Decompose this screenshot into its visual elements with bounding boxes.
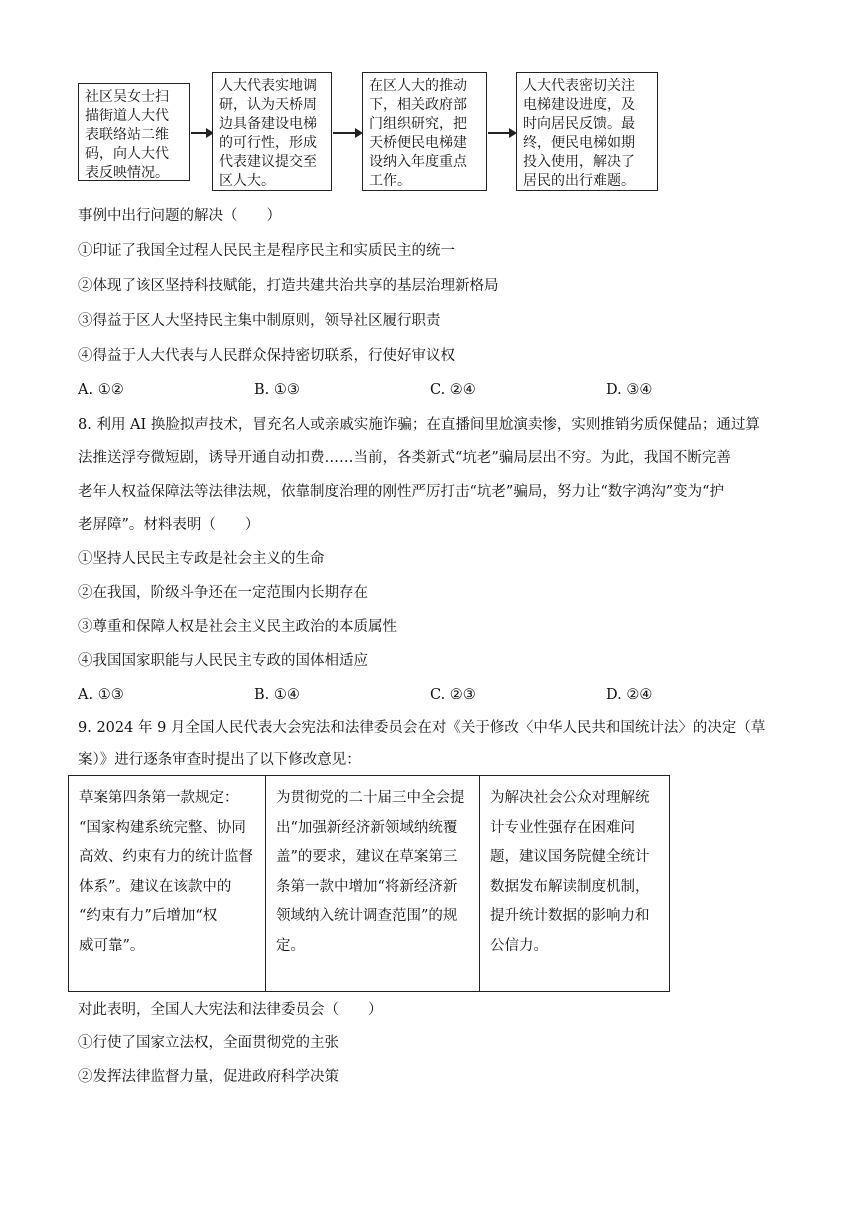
process-flow-diagram bbox=[78, 72, 668, 192]
q7-stem: 事例中出行问题的解决（ ） bbox=[78, 208, 281, 224]
q8-option-a[interactable]: A. ①③ bbox=[78, 687, 124, 703]
q8-item-2: ②在我国，阶级斗争还在一定范围内长期存在 bbox=[78, 585, 368, 601]
q9-item-1: ①行使了国家立法权，全面贯彻党的主张 bbox=[78, 1035, 339, 1051]
q8-option-b[interactable]: B. ①④ bbox=[254, 687, 300, 703]
flow-box-1: 社区吴女士扫 描街道人大代 表联络站二维 码，向人大代 表反映情况。 bbox=[78, 83, 190, 181]
table-row bbox=[69, 776, 670, 992]
q8-stem-line-3: 老年人权益保障法等法律法规，依靠制度治理的刚性严厉打击“坑老”骗局，努力让“数字鸿沟”变为“护 bbox=[78, 484, 725, 500]
q8-item-1: ①坚持人民民主专政是社会主义的生命 bbox=[78, 551, 325, 567]
q7-option-a[interactable]: A. ①② bbox=[78, 382, 124, 398]
flow-arrow-1 bbox=[191, 132, 207, 134]
q7-item-1: ①印证了我国全过程人民民主是程序民主和实质民主的统一 bbox=[78, 243, 455, 259]
table-cell-1: 草案第四条第一款规定： “国家构建系统完整、协同 高效、约束有力的统计监督 体系”。建议在该款中的 “约束有力”后增加“权 威可靠”。 bbox=[69, 776, 266, 992]
q8-stem-line-4: 老屏障”。材料表明（ ） bbox=[78, 517, 260, 533]
revision-opinions-table bbox=[68, 775, 670, 992]
q9-question-stem: 对此表明，全国人大宪法和法律委员会（ ） bbox=[78, 1002, 383, 1018]
q9-stem-line-2: 案）》进行逐条审查时提出了以下修改意见： bbox=[78, 752, 361, 768]
q8-option-d[interactable]: D. ②④ bbox=[606, 687, 653, 703]
flow-box-3: 在区人大的推动 下，相关政府部 门组织研究，把 天桥便民电梯建 设纳入年度重点 工作。 bbox=[362, 72, 487, 191]
q8-item-3: ③尊重和保障人权是社会主义民主政治的本质属性 bbox=[78, 619, 397, 635]
flow-box-2: 人大代表实地调 研，认为天桥周 边具备建设电梯 的可行性，形成 代表建议提交至 区人大。 bbox=[212, 72, 332, 191]
flow-box-4: 人大代表密切关注 电梯建设进度，及 时向居民反馈。最 终，便民电梯如期 投入使用，解决了 居民的出行难题。 bbox=[516, 72, 658, 191]
table-cell-2: 为贯彻党的二十届三中全会提 出“加强新经济新领域纳统覆 盖”的要求，建议在草案第三 条第一款中增加“将新经济新 领域纳入统计调查范围”的规 定。 bbox=[266, 776, 480, 992]
q8-stem-line-1: 8. 利用 AI 换脸拟声技术，冒充名人或亲戚实施诈骗；在直播间里尬演卖惨，实则推销劣质保健品；通过算 bbox=[78, 417, 760, 433]
q7-option-b[interactable]: B. ①③ bbox=[254, 382, 300, 398]
q8-option-c[interactable]: C. ②③ bbox=[430, 687, 476, 703]
q7-option-d[interactable]: D. ③④ bbox=[606, 382, 653, 398]
table-cell-3: 为解决社会公众对理解统 计专业性强存在困难问 题，建议国务院健全统计 数据发布解读制度机制， 提升统计数据的影响力和 公信力。 bbox=[480, 776, 670, 992]
q7-option-c[interactable]: C. ②④ bbox=[430, 382, 476, 398]
q7-item-2: ②体现了该区坚持科技赋能，打造共建共治共享的基层治理新格局 bbox=[78, 278, 499, 294]
q8-stem-line-2: 法推送浮夸微短剧，诱导开通自动扣费……当前，各类新式“坑老”骗局层出不穷。为此，我国不断完善 bbox=[78, 450, 731, 466]
q7-item-4: ④得益于人大代表与人民群众保持密切联系，行使好审议权 bbox=[78, 348, 455, 364]
flow-arrow-3 bbox=[488, 132, 510, 134]
q7-item-3: ③得益于区人大坚持民主集中制原则，领导社区履行职责 bbox=[78, 313, 441, 329]
q8-item-4: ④我国国家职能与人民民主专政的国体相适应 bbox=[78, 653, 368, 669]
q9-stem-line-1: 9. 2024 年 9 月全国人民代表大会宪法和法律委员会在对《关于修改〈中华人民共和国统计法〉的决定（草 bbox=[78, 720, 766, 736]
q9-item-2: ②发挥法律监督力量，促进政府科学决策 bbox=[78, 1069, 339, 1085]
flow-arrow-2 bbox=[333, 132, 356, 134]
